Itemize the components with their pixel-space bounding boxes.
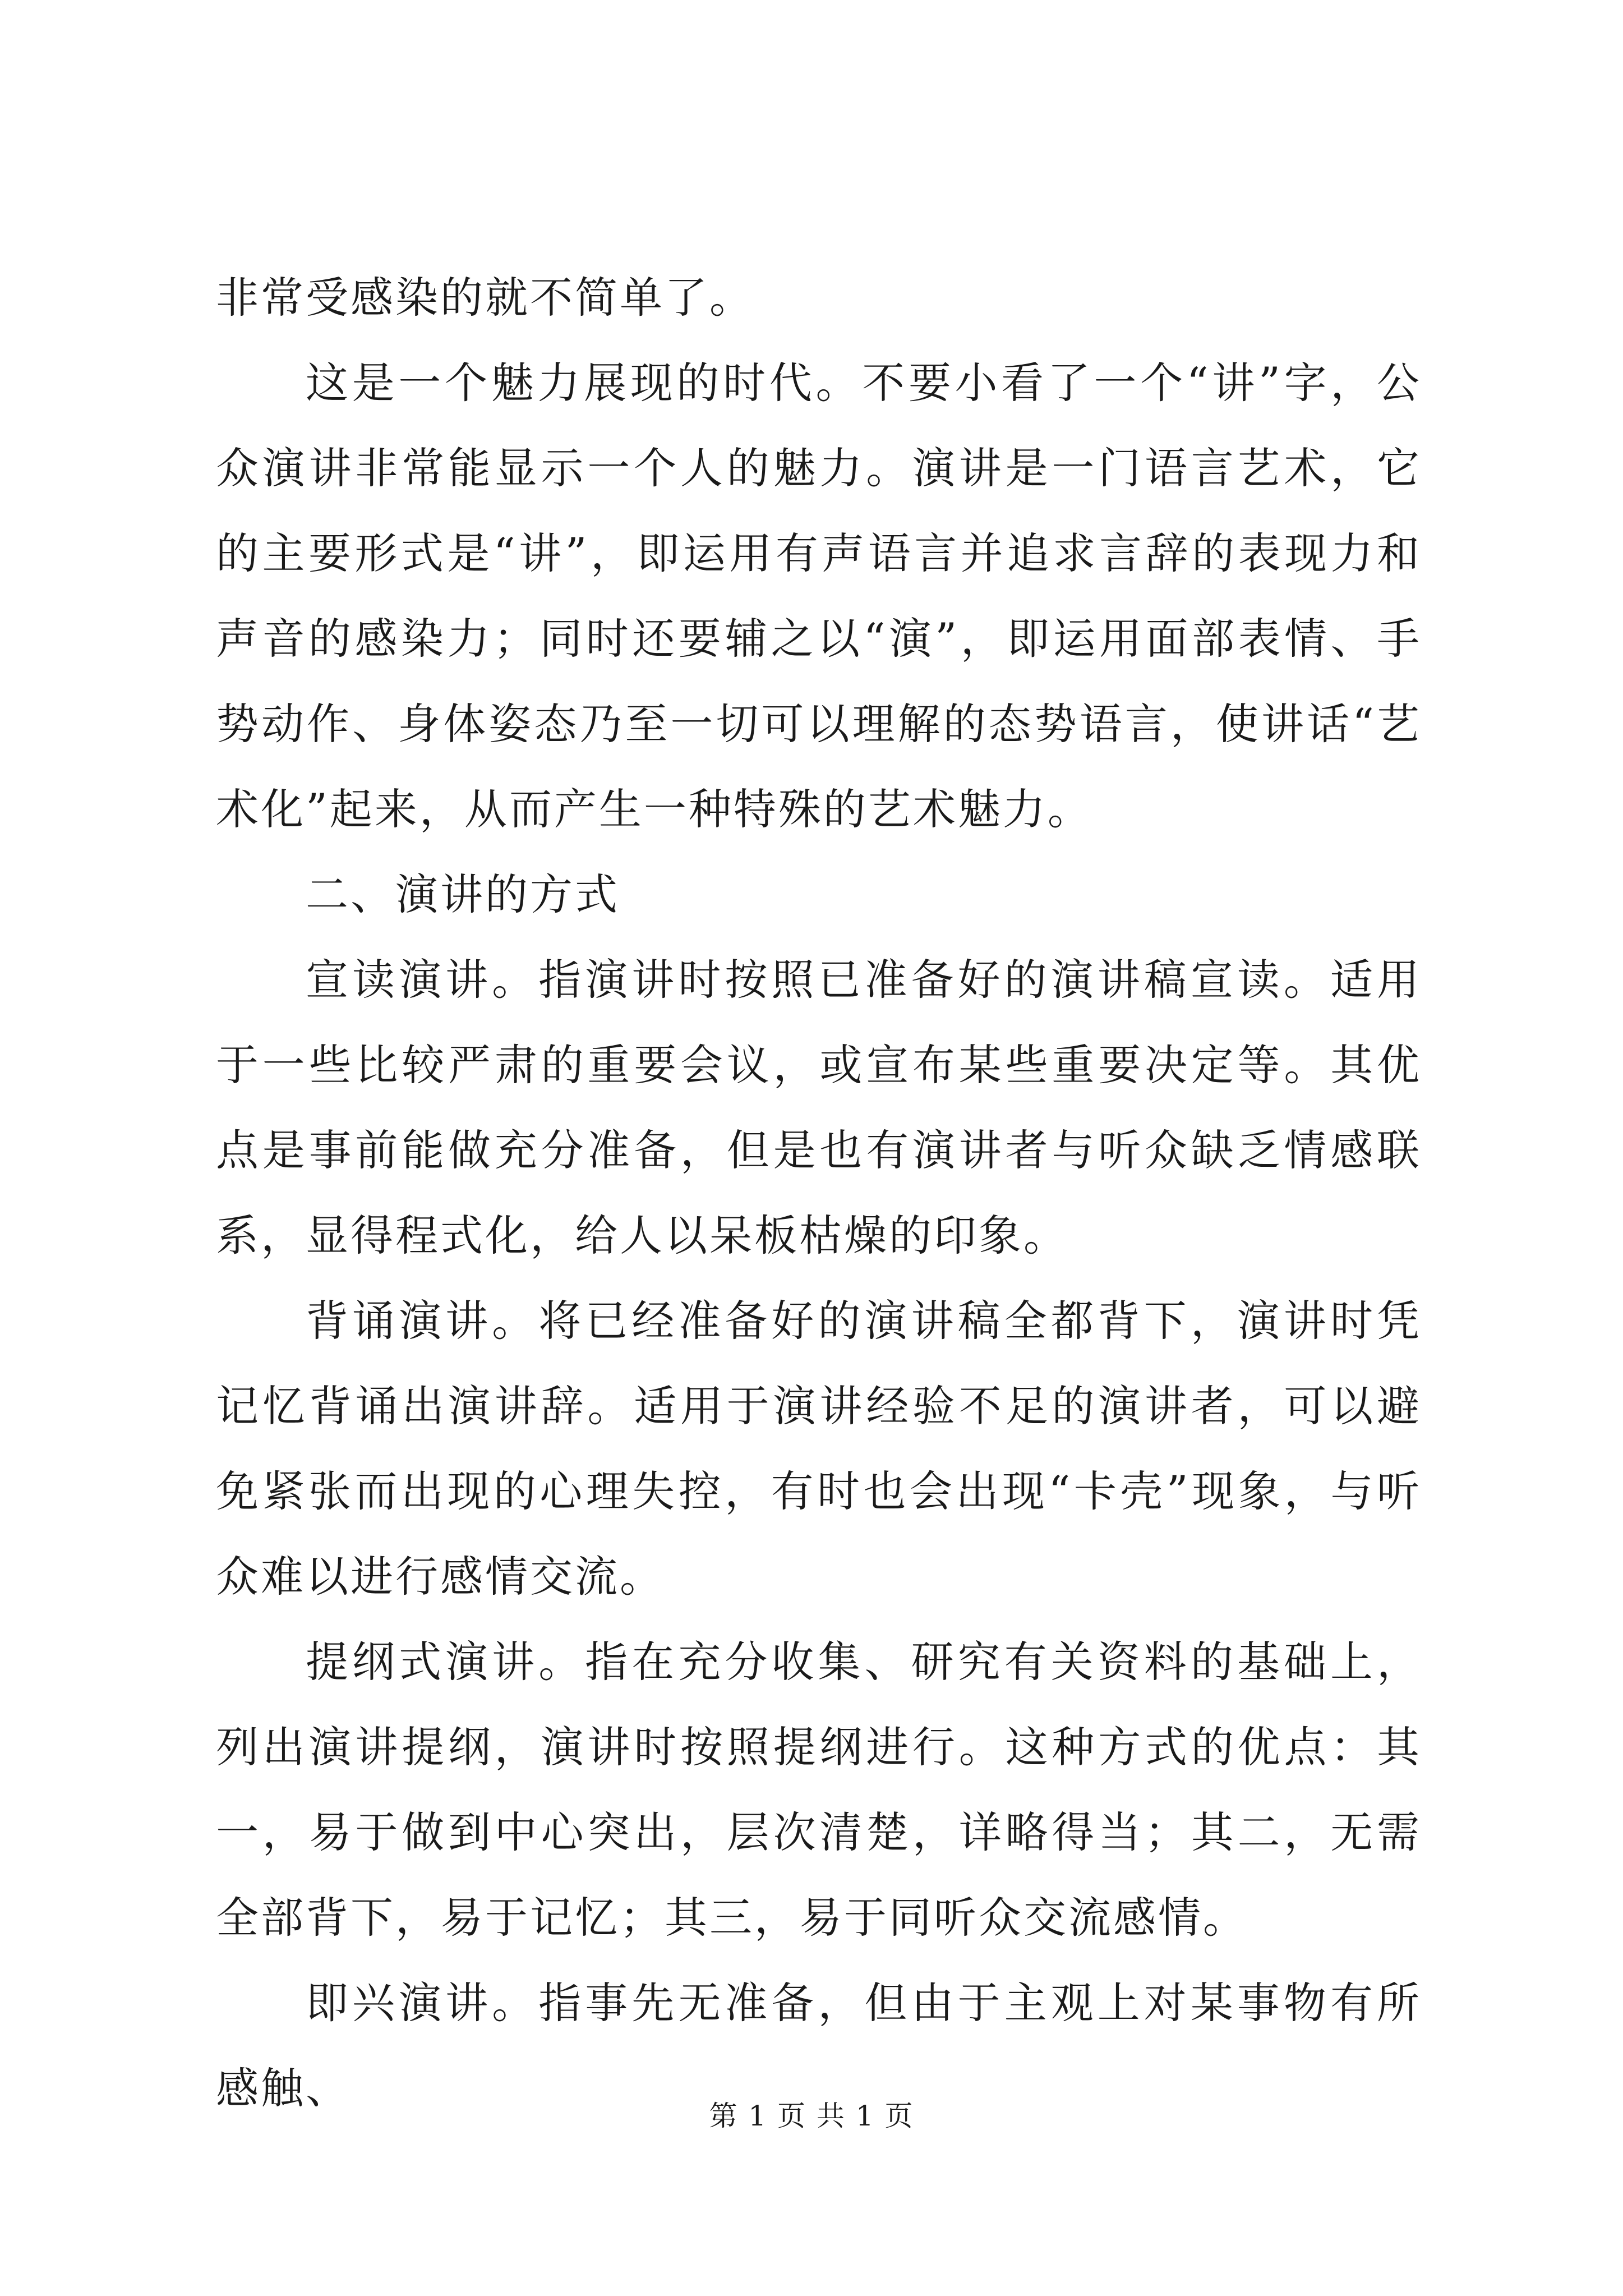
section-heading-speech-methods: 二、演讲的方式 — [306, 869, 620, 919]
paragraph-continuation: 非常受感染的就不简单了。 — [216, 273, 754, 323]
page-footer: 第 1 页 共 1 页 — [709, 2100, 914, 2132]
paragraph-era-of-charm: 这是一个魅力展现的时代。不要小看了一个“讲”字，公众演讲非常能显示一个人的魅力。演讲是一门语言艺术，它的主要形式是“讲”，即运用有声语言并追求言辞的表现力和声音的感染力；同时还要辅之以“演”，即运用面部表情、手势动作、身体姿态乃至一切可以理解的态势语言，使讲话“艺术化”起来，从而产生一种特殊的艺术魅力。 — [216, 358, 1422, 834]
paragraph-impromptu-speech: 即兴演讲。指事先无准备，但由于主观上对某事物有所感触、 — [216, 1978, 1422, 2113]
paragraph-reading-speech: 宣读演讲。指演讲时按照已准备好的演讲稿宣读。适用于一些比较严肃的重要会议，或宣布某些重要决定等。其优点是事前能做充分准备，但是也有演讲者与听众缺乏情感联系，显得程式化，给人以呆板枯燥的印象。 — [216, 955, 1422, 1260]
paragraph-recitation-speech: 背诵演讲。将已经准备好的演讲稿全都背下，演讲时凭记忆背诵出演讲辞。适用于演讲经验不足的演讲者，可以避免紧张而出现的心理失控，有时也会出现“卡壳”现象，与听众难以进行感情交流。 — [216, 1296, 1422, 1602]
document-body — [216, 255, 1422, 2131]
paragraph-outline-speech: 提纲式演讲。指在充分收集、研究有关资料的基础上，列出演讲提纲，演讲时按照提纲进行。这种方式的优点：其一，易于做到中心突出，层次清楚，详略得当；其二，无需全部背下，易于记忆；其三，易于同听众交流感情。 — [216, 1637, 1422, 1943]
